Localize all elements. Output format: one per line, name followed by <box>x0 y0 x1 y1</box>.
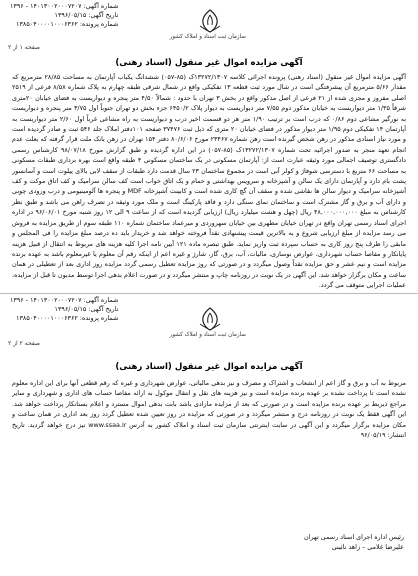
organization-emblem <box>169 306 246 339</box>
notice-number: شماره آگهی: ۱۴۰۱۳۰۰۲۰۰۰۷۲۰۷ - ۱۳۹۶ <box>10 2 119 10</box>
divider <box>0 293 418 294</box>
signature-line-1: رئیس اداره اجرای اسناد رسمی تهران <box>304 533 404 541</box>
organization-name: سازمان ثبت اسناد و املاک کشور <box>169 332 246 338</box>
auction-notice-2 <box>6 296 412 572</box>
notice-body: آگهی مزایده اموال غیر منقول (اسناد رهنی) پرونده اجرائی کلاسه ۱۳۲۷۲/۱۳۰۷ک (۸۵-۰۵۷) ششدانگ یکباب آپارتمان به مساحت ۲۸/۸۵ مترمربع که مقدار ۵/۶۶ مترمربع آن پیشرفتگی است در شال مورد ثبت قطعه ۱۳ تفکیکی واقع در شمال شرقی طبقه چهارم به پلاک شماره ۸/۵۸ فرعی از ۲۵۱۹ اصلی مفروز و مجزی شده از ۲۱ فرعی از اصل مذکور واقع در بخش ۳ تهران با حدود : شمالاً ۴/۵۰ متر پنجره و دیواریست به فضای خیابان ۲۰متری شرقاً ۱/۳۵ متر دیواریست به خیابان مذکور دوم ۷/۵۵ متر دیواریست به دیوار پلاک ۶۴۵۰/۲ جزء بخش دو تهران جنوباً اول ۳/۷۵ متر پنجره و دیواریست به نورگیر مشاعی دوم ۰/۸۶ که درب است بر ترتیب ۱/۹۰ متر هر دو قسمت اخیر درب و دیواریست به راه مشاعی غرباً اول ۲/۶۰ متر دیواریست به آپارتمان ۱۴ تفکیکی دوم ۱/۹۵ متر دیوار مذکور در فضای خیابان ۲۰ متری که ذیل ثبت ۳۷۴۷۶ صفحه ۱۰۱دفتر املاک جلد ۵۴۶ ثبت و صادر گردیده است و مورد نیاز اسنادی مذکور در رهن شخص گیرنده است رهن شماره ۲۳۴۶۷ مورخ ۸۰/۶/۰۶ دفتر ۱۵۴ تهران در رهن بانک ملت قرار گرفته که بعلت عدم انجام تعهد منجر به صدور اجرائیه تحت شماره ۱۳۲۷۲/۱۳۰۷ک (۸۵-۰۵۷) در این اداره گردیده و طبق گزارش مورخ ۹۸/۰۷/۱۸ کارشناس رسمی دادگستری توصیف اجمالی مورد وثیقه عبارت است از: آپارتمان مسکونی در یک ساختمان مسکونی ۴ طبقه واقع است بهره برداری طبقات مسکونی به مساحت ۶۶ متربع با دسترسی شوفاژ و کولر آبی است در مجموع ساختمان ۲۳ سال قدمت دارد طبقات از سقف لابی بالای پیلوت است و آسانسور پشت بام دارد و آپارتمان دارای یک سالن و آشپزخانه و سرویس بهداشتی و حمام و یک اتاق خواب است کف سالن سرامیک و کف اتاق موکت و کف آشپزخانه سرامیک و دیوار سالن ها نقاشی شده و سقف آن گچ کاری شده است و کابینت آشپزخانه MDF و پنجره ها آلومینیومی و درب ورودی چوبی و دارای آب و برق و گاز مشترک است و ساختمان نمای سنگی دارد و فاقد پارکینگ است و ملک مورد وثیقه در تصرف راهن می باشد و طبق نظر کارشناس به مبلغ ۴۸,۰۰۰,۰۰۰,۰۰۰ ریال (چهل و هشت میلیارد ریال) ارزیابی گردیده است که از ساعت ۹ الی ۱۲ روز شنبه مورخ ۹۶/۰۶/۰۱ در اداره اجرای اسناد رسمی تهران واقع در تهران خیابان مطهری بین خیابان سهروردی و میرعماد ساختمان شماره ۱۱۰ طبقه سوم از طریق مزایده به فروش می رسد مزایده از مبلغ ارزیابی شروع و به بالاترین قیمت پیشنهادی نقداً فروخته خواهد شد و خریدار باید ده درصد مبلغ مزایده را فی المجلس و مابقی را ظرف پنج روز کاری به حساب سپرده ثبت واریز نماید. طبق تبصره ماده ۱۲۱ آیین نامه اجرا کلیه هزینه های مربوط به انتقال از قبیل هزینه پایانکار و مفاصا حساب شهرداری، عوارض نوسازی، مالیات، آب، برق، گاز، شارژ و غیره اعم از اینکه رقم آن معلوم یا غیرمعلوم باشد به عهده برنده مزایده است و نیم عشر و حق مزایده نقداً وصول میگردد و در صورتی که روز مزایده تعطیل رسمی گردد مزایده روز اداری بعد از تعطیلی در همان ساعت و مکان برگزار خواهد شد. این آگهی در یک نوبت در روزنامه چاپ و منتشر میگردد و در صورت اعلام بدهی اجرا توسط مدیون تا قبل از مزایده، عملیات اجرایی متوقف می گردد. <box>12 73 406 290</box>
registry-emblem-icon <box>195 306 225 332</box>
auction-notice-1 <box>6 2 412 292</box>
notice-date: تاریخ آگهی: ۱۳۹۶/۰۵/۱۵ <box>54 11 119 19</box>
organization-emblem <box>169 8 246 41</box>
page-number: صفحه ۲ از ۲ <box>8 340 40 347</box>
notice-number: شماره آگهی: ۱۴۰۱۳۰۰۲۰۰۰۷۲۰۷ - ۱۳۹۶ <box>10 296 119 304</box>
file-number: شماره پرونده: ۱۳۸۵۰۴۰۰۰۰۱۰۰۰۶۳۶۲ <box>16 314 119 322</box>
signature-block <box>304 532 404 552</box>
organization-name: سازمان ثبت اسناد و املاک کشور <box>169 34 246 40</box>
page-number: صفحه ۱ از ۲ <box>8 44 40 51</box>
notice-references <box>10 2 118 29</box>
notice-title: آگهی مزایده اموال غیر منقول (اسناد رهنی) <box>115 362 303 372</box>
file-number: شماره پرونده: ۱۳۸۵۰۴۰۰۰۰۱۰۰۰۶۳۶۲ <box>16 20 119 28</box>
notice-date: تاریخ آگهی: ۱۳۹۶/۰۵/۱۵ <box>54 305 119 313</box>
notice-references <box>10 296 118 323</box>
signature-line-2: علیرضا غلامی – زاهد نائینی <box>331 543 404 551</box>
registry-emblem-icon <box>195 8 225 34</box>
notice-body: مربوط به آب و برق و گاز اعم از انشعاب و اشتراک و مصرف و نیز بدهی مالیاتی، عوارض شهرداری و غیره که رقم قطعی آنها برای این اداره معلوم نشده است تا پرداخت نشده بر عهده برنده مزایده است و نیز هزینه های نقل و انتقال موکول به ارائه مفاصا حساب های اداری و شهرداری و سایر مراجع ذیربط بر عهده برنده مزایده است و در صورتی که بعد از مزایده مازادی باشد بابت بدهی اموال مسترد و اعلام بستانکار پرداخت خواهد شد. این آگهی فقط یک نوبت در روزنامه درج و منتشر میگردد و در صورتی که مزایده در روز تعیین شده تعطیل گردد روز بعد اداری در همان ساعت و مکان مزایده برگزار میگردد و این آگهی در سایت اینترنتی سازمان ثبت اسناد و املاک کشور به آدرس www.ssaa.ir نیز درج خواهد گردید. تاریخ انتشار: ۹۶/۰۵/۱۹ <box>12 379 406 440</box>
notice-title: آگهی مزایده اموال غیر منقول (اسناد رهنی) <box>115 58 303 68</box>
